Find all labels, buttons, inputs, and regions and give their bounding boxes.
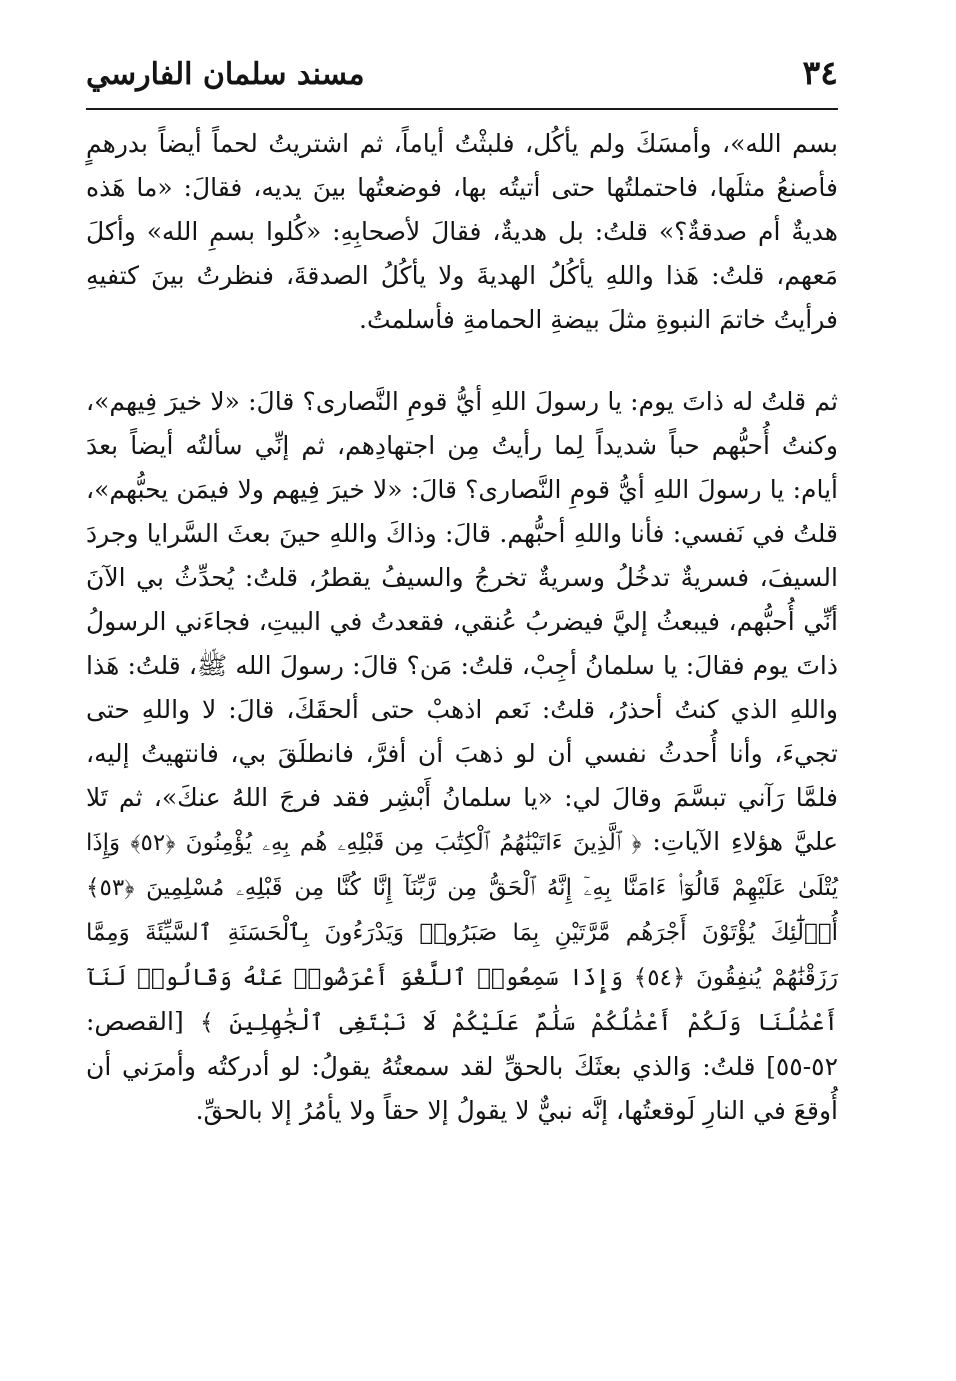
page-header	[86, 52, 838, 110]
paragraph-2	[86, 380, 838, 1133]
paragraph-2-conclusion: [القصص: ٥٢-٥٥] قلتُ: وَالذي بعثَكَ بالحقِّ لقد سمعتُهُ يقولُ: لو أدركتُه وأمرَني أن أُوقعَ في النارِ لَوقعتُها، إنَّه نبيٌّ لا يقولُ إلا حقاً ولا يأمُرُ إلا بالحقِّ.	[86, 1007, 838, 1125]
page-number: ٣٤	[802, 53, 838, 92]
paragraph-2-narration: ثم قلتُ له ذاتَ يوم: يا رسولَ اللهِ أيُّ قومِ النَّصارى؟ قالَ: «لا خيرَ فِيهم»، وكنتُ أُحبُّهم حباً شديداً لِما رأيتُ مِن اجتهادِهم، ثم إنِّي سألتُه أيضاً بعدَ أيام: يا رسولَ اللهِ أيُّ قومِ النَّصارى؟ قالَ: «لا خيرَ فِيهم ولا فيمَن يحبُّهم»، قلتُ في نَفسي: فأنا واللهِ أحبُّهم. قالَ: وذاكَ واللهِ حينَ بعثَ السَّرايا وجردَ السيفَ، فسريةٌ تدخُلُ وسريةٌ تخرجُ والسيفُ يقطرُ، قلتُ: يُحدِّثُ بي الآنَ أنِّي أُحبُّهم، فيبعثُ إليَّ فيضربُ عُنقي، فقعدتُ في البيتِ، فجاءَني الرسولُ ذاتَ يوم فقالَ: يا سلمانُ أجِبْ، قلتُ: مَن؟ قالَ: رسولَ الله ﷺ، قلتُ: هَذا واللهِ الذي كنتُ أحذرُ، قلتُ: نَعم اذهبْ حتى ألحقَكَ، قالَ: لا واللهِ حتى تجيءَ، وأنا أُحدثُ نفسي أن لو ذهبَ أن أفرَّ، فانطلَقَ بي، فانتهيتُ إليه، فلمَّا رَآني تبسَّمَ وقالَ لي: «يا سلمانُ أَبْشِر فقد فرجَ اللهُ عنكَ»، ثم تَلا عليَّ هؤلاءِ الآياتِ:	[86, 387, 838, 856]
paragraph-1: بسم الله»، وأمسَكَ ولم يأكُل، فلبثْتُ أياماً، ثم اشتريتُ لحماً أيضاً بدرهمٍ فأصنعُ مثلَها، فاحتملتُها حتى أتيتُه بها، فوضعتُها بينَ يديه، فقالَ: «ما هَذه هديةٌ أم صدقةٌ؟» قلتُ: بل هديةٌ، فقالَ لأصحابِهِ: «كُلوا بسمِ الله» وأكلَ مَعهم، قلتُ: هَذا واللهِ يأكُلُ الهديةَ ولا يأكُلُ الصدقةَ، فنظرتُ بينَ كتفيهِ فرأيتُ خاتمَ النبوةِ مثلَ بيضةِ الحمامةِ فأسلمتُ.	[86, 129, 838, 334]
running-title: مسند سلمان الفارسي	[86, 57, 365, 92]
quran-verses: ﴿ ٱلَّذِينَ ءَاتَيْنَٰهُمُ ٱلْكِتَٰبَ مِن قَبْلِهِۦ هُم بِهِۦ يُؤْمِنُونَ ﴿٥٢﴾ وَإِذَا يُتْلَىٰ عَلَيْهِمْ قَالُوٓا۟ ءَامَنَّا بِهِۦٓ إِنَّهُ ٱلْحَقُّ مِن رَّبِّنَآ إِنَّا كُنَّا مِن قَبْلِهِۦ مُسْلِمِينَ ﴿٥٣﴾ أُو۟لَٰٓئِكَ يُؤْتَوْنَ أَجْرَهُم مَّرَّتَيْنِ بِمَا صَبَرُوا۟ وَيَدْرَءُونَ بِٱلْحَسَنَةِ ٱلسَّيِّئَةَ وَمِمَّا رَزَقْنَٰهُمْ يُنفِقُونَ ﴿٥٤﴾ وَإِذَا سَمِعُوا۟ ٱللَّغْوَ أَعْرَضُوا۟ عَنْهُ وَقَالُوا۟ لَنَآ أَعْمَٰلُنَا وَلَكُمْ أَعْمَٰلُكُمْ سَلَٰمٌ عَلَيْكُمْ لَا نَبْتَغِى ٱلْجَٰهِلِينَ ﴾	[86, 830, 838, 1036]
main-text	[86, 122, 838, 1133]
